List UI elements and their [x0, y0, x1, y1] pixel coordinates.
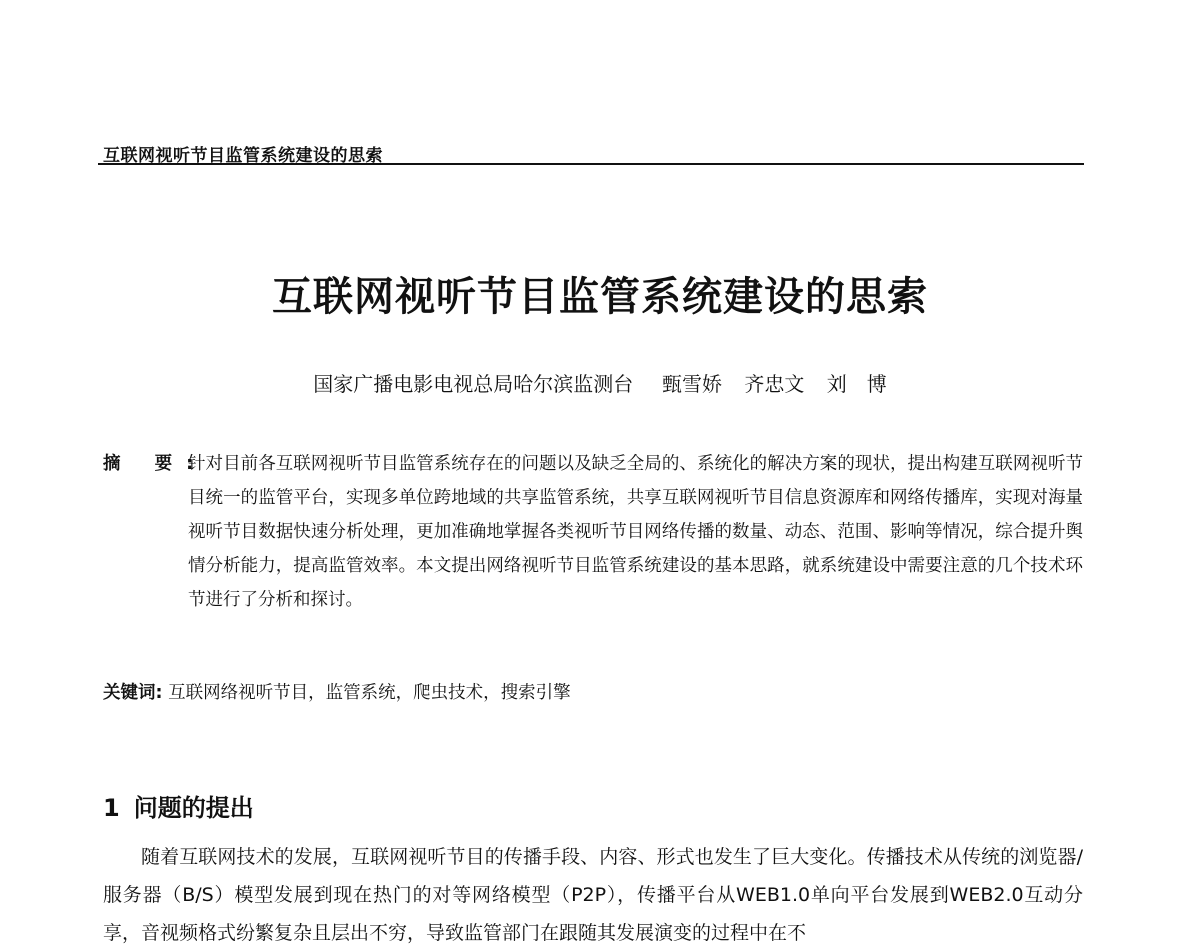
author-name: 刘 博 — [826, 372, 887, 396]
paper-title: 互联网视听节目监管系统建设的思索 — [272, 273, 928, 320]
header-rule — [98, 163, 1084, 165]
section-heading — [103, 788, 254, 823]
abstract-label: 摘 要: — [103, 454, 208, 474]
running-header: 互联网视听节目监管系统建设的思索 — [103, 146, 383, 166]
section-number: 1 — [103, 794, 120, 822]
abstract — [103, 447, 1083, 617]
author-line — [0, 368, 1200, 397]
section-title: 问题的提出 — [133, 794, 254, 822]
author-name: 齐忠文 — [744, 372, 805, 396]
keywords-label: 关键词: — [103, 683, 163, 703]
body-paragraph: 随着互联网技术的发展，互联网视听节目的传播手段、内容、形式也发生了巨大变化。传播技术从传统的浏览器/服务器（B/S）模型发展到现在热门的对等网络模型（P2P），传播平台从WEB1.0单向平台发展到WEB2.0互动分享，音视频格式纷繁复杂且层出不穷，导致监管部门在跟随其发展演变的过程中在不 — [103, 846, 1083, 944]
abstract-text: 针对目前各互联网视听节目监管系统存在的问题以及缺乏全局的、系统化的解决方案的现状，提出构建互联网视听节目统一的监管平台，实现多单位跨地域的共享监管系统，共享互联网视听节目信息资源库和网络传播库，实现对海量视听节目数据快速分析处理，更加准确地掌握各类视听节目网络传播的数量、动态、范围、影响等情况，综合提升舆情分析能力，提高监管效率。本文提出网络视听节目监管系统建设的基本思路，就系统建设中需要注意的几个技术环节进行了分析和探讨。 — [188, 454, 1083, 610]
keywords-text: 互联网络视听节目，监管系统，爬虫技术，搜索引擎 — [168, 683, 571, 703]
keywords — [103, 676, 1083, 710]
affiliation: 国家广播电影电视总局哈尔滨监测台 — [313, 372, 634, 396]
author-name: 甄雪娇 — [662, 372, 722, 396]
